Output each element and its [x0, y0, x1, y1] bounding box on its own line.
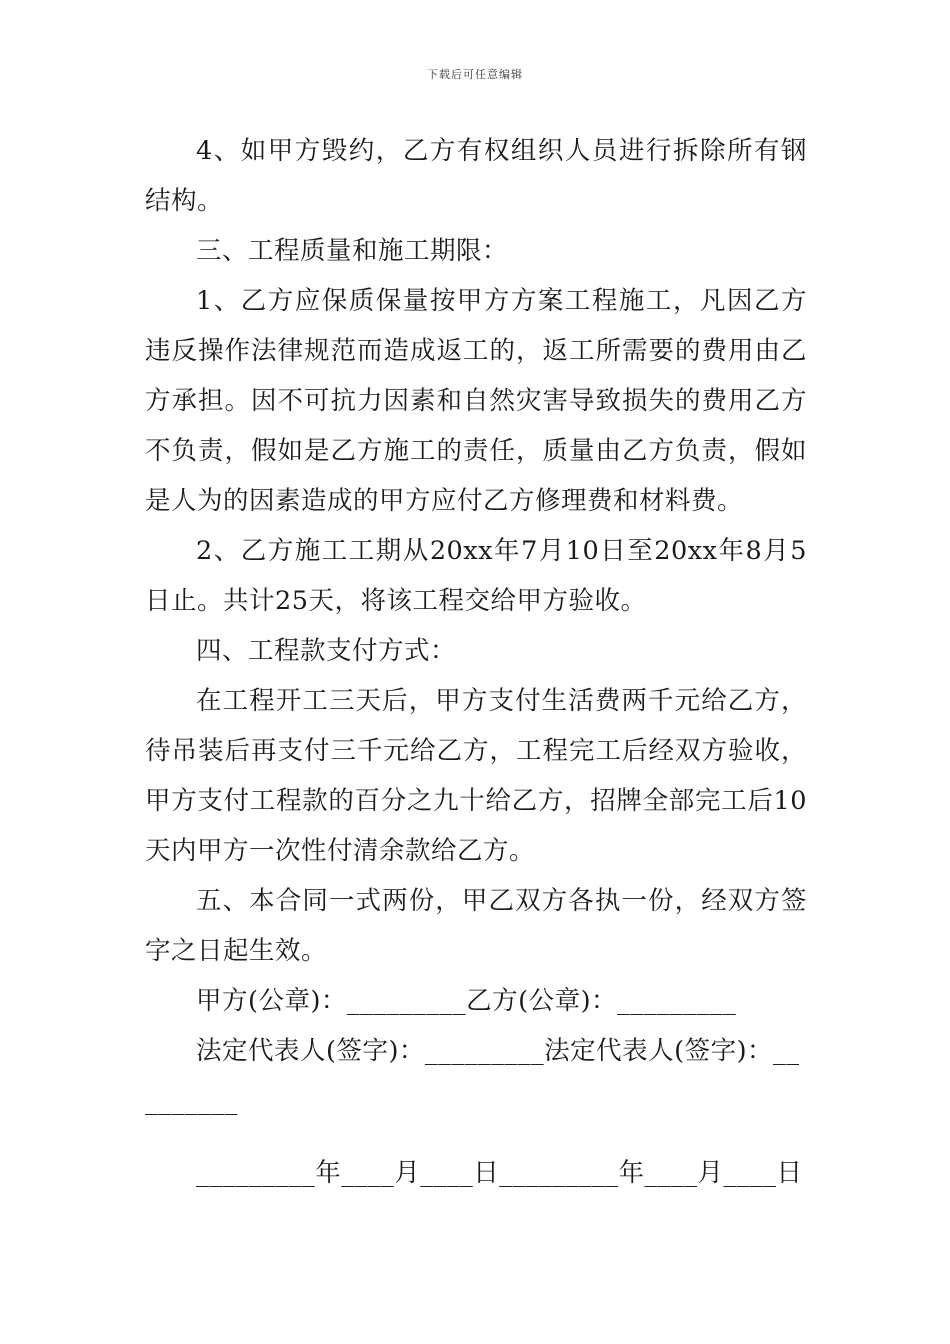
seal-signature-line: 甲方(公章)：_________乙方(公章)：_________ — [196, 986, 737, 1016]
document-body — [145, 126, 807, 1198]
header-note: 下载后可任意编辑 — [427, 68, 523, 81]
paragraph-payment-terms: 在工程开工三天后，甲方支付生活费两千元给乙方，待吊装后再支付三千元给乙方，工程完工后经双方验收，甲方支付工程款的百分之九十给乙方，招牌全部完工后10天内甲方一次性付清余款给乙方。 — [145, 686, 807, 866]
paragraph-quality-responsibility: 1、乙方应保质保量按甲方方案工程施工，凡因乙方违反操作法律规范而造成返工的，返工所需要的费用由乙方承担。因不可抗力因素和自然灾害导致损失的费用乙方不负责，假如是乙方施工的责任，质量由乙方负责，假如是人为的因素造成的甲方应付乙方修理费和材料费。 — [145, 286, 807, 516]
paragraph-demolition-clause: 4、如甲方毁约，乙方有权组织人员进行拆除所有钢结构。 — [145, 136, 807, 216]
signature-date-line: _________年____月____日_________年____月____日 — [196, 1158, 803, 1188]
paragraph-construction-period: 2、乙方施工工期从20xx年7月10日至20xx年8月5日止。共计25天，将该工程交给甲方验收。 — [145, 536, 807, 616]
section-heading-payment-method: 四、工程款支付方式： — [196, 636, 457, 666]
section-heading-quality-period: 三、工程质量和施工期限： — [196, 236, 509, 266]
paragraph-contract-copies: 五、本合同一式两份，甲乙双方各执一份，经双方签字之日起生效。 — [145, 886, 807, 966]
representative-signature-line: 法定代表人(签字)：_________法定代表人(签字)：_________ — [145, 1036, 800, 1116]
